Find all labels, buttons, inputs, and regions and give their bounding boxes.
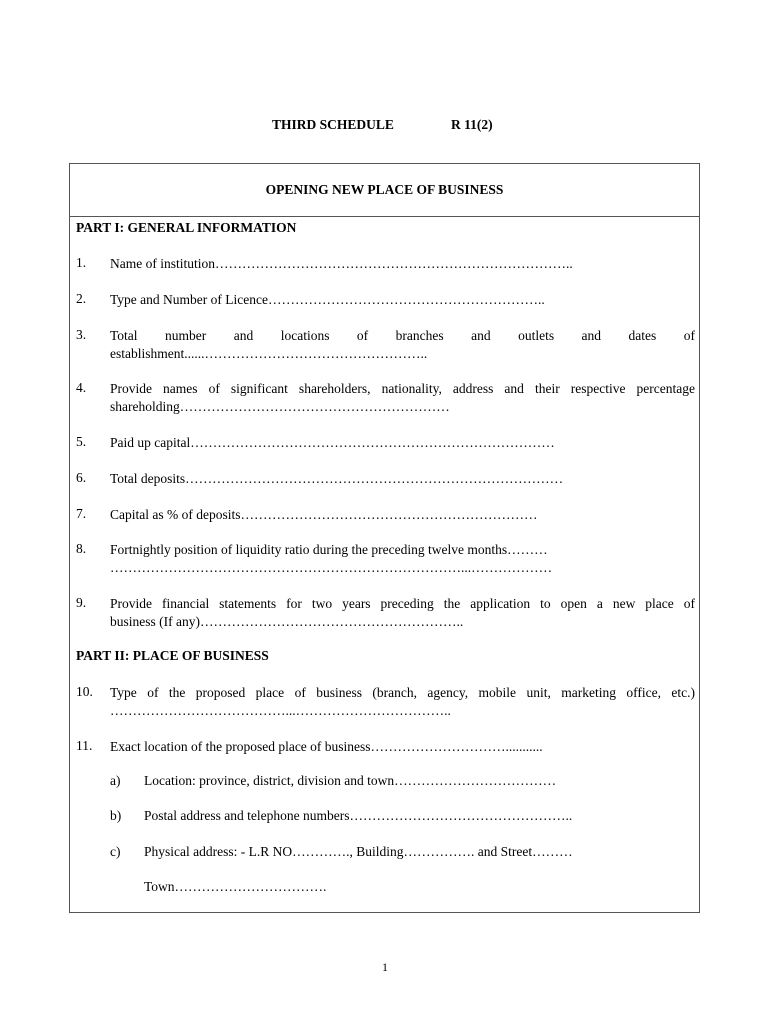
subitem-location: Location: province, district, division and town……………………………… (144, 773, 557, 788)
subitem-label: c) (110, 844, 121, 859)
item-number: 6. (76, 470, 87, 485)
subitem-town: Town……………………………. (144, 879, 327, 894)
form-title: OPENING NEW PLACE OF BUSINESS (265, 182, 504, 197)
item-branches: Total number and locations of branches and outlets and dates of (110, 328, 695, 343)
subitem-label: a) (110, 773, 121, 788)
schedule-header (0, 117, 770, 135)
item-number: 9. (76, 595, 87, 610)
item-name-of-institution: Name of institution…………………………………………………………………….. (110, 256, 573, 271)
item-capital-deposits: Capital as % of deposits………………………………………………………… (110, 507, 538, 522)
item-liquidity-ratio-line2: ……………………………………………………………………...……………… (110, 560, 553, 575)
item-number: 10. (76, 684, 93, 699)
item-number: 5. (76, 434, 87, 449)
item-total-deposits: Total deposits………………………………………………………………………… (110, 471, 564, 486)
schedule-title: THIRD SCHEDULE (272, 117, 394, 132)
item-shareholders-line2: shareholding…………………………………………………… (110, 399, 450, 414)
item-type-of-place: Type of the proposed place of business (branch, agency, mobile unit, marketing office, etc.) (110, 685, 695, 700)
item-number: 2. (76, 291, 87, 306)
page-number: 1 (382, 960, 388, 974)
item-number: 1. (76, 255, 87, 270)
item-number: 8. (76, 541, 87, 556)
item-licence: Type and Number of Licence…………………………………………………….. (110, 292, 545, 307)
item-branches-line2: establishment......………………………………………….. (110, 346, 428, 361)
subitem-postal-address: Postal address and telephone numbers………………………………………….. (144, 808, 573, 823)
item-number: 3. (76, 327, 87, 342)
item-shareholders: Provide names of significant shareholders, nationality, address and their respective percentage (110, 381, 695, 396)
item-paid-up-capital: Paid up capital……………………………………………………………………… (110, 435, 555, 450)
item-number: 4. (76, 380, 87, 395)
item-exact-location: Exact location of the proposed place of business…………………………........... (110, 739, 543, 754)
part2-heading: PART II: PLACE OF BUSINESS (76, 648, 269, 663)
item-number: 11. (76, 738, 93, 753)
subitem-physical-address: Physical address: - L.R NO…………., Building……………. and Street……… (144, 844, 573, 859)
item-liquidity-ratio: Fortnightly position of liquidity ratio during the preceding twelve months……… (110, 542, 548, 557)
title-divider (70, 216, 699, 217)
schedule-rule: R 11(2) (451, 117, 493, 132)
subitem-label: b) (110, 808, 122, 823)
item-number: 7. (76, 506, 87, 521)
item-type-of-place-line2: …………………………………...…………………………….. (110, 703, 451, 718)
part1-heading: PART I: GENERAL INFORMATION (76, 220, 297, 235)
form-box (69, 163, 700, 913)
item-financial-statements-line2: business (If any)………………………………………………….. (110, 614, 464, 629)
item-financial-statements: Provide financial statements for two years preceding the application to open a new place of (110, 596, 695, 611)
